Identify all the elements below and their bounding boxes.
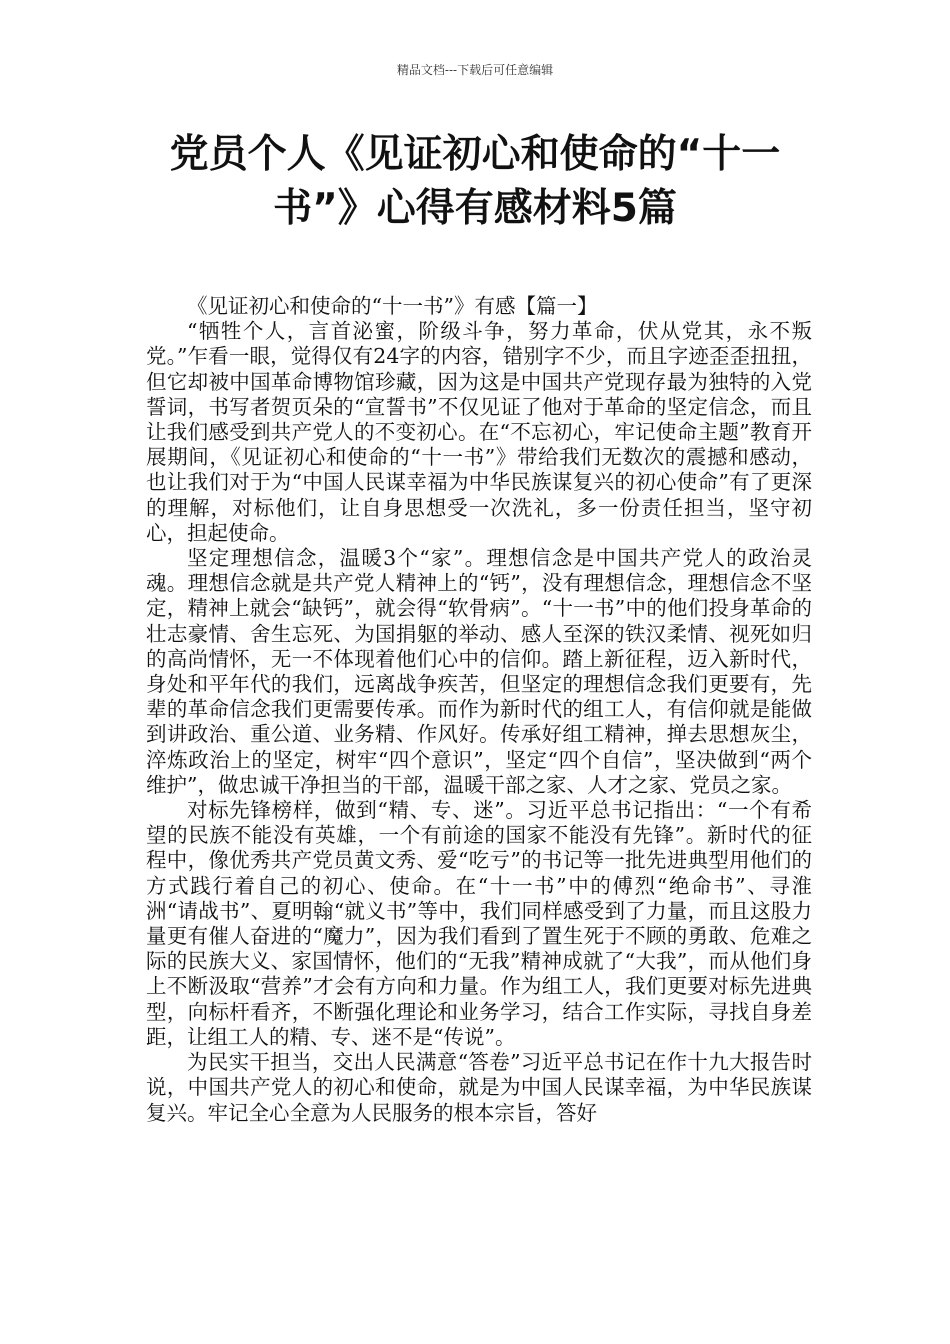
paragraph: 对标先锋榜样，做到“精、专、迷”。习近平总书记指出：“一个有希望的民族不能没有英雄，一个有前途的国家不能没有先锋”。新时代的征程中，像优秀共产党员黄文秀、爱“吃亏”的书记等一批先进典型用他们的方式践行着自己的初心、使命。在“十一书”中的傅烈“绝命书”、寻淮洲“请战书”、夏明翰“就义书”等中，我们同样感受到了力量，而且这股力量更有催人奋进的“魔力”，因为我们看到了置生死于不顾的勇敢、危难之际的民族大义、家国情怀，他们的“无我”精神成就了“大我”，而从他们身上不断汲取“营养”才会有方向和力量。作为组工人，我们更要对标先进典型，向标杆看齐，不断强化理论和业务学习，结合工作实际，寻找自身差距，让组工人的精、专、迷不是“传说”。 — [146, 798, 812, 1049]
title-line-2: 书”》心得有感材料5篇 — [273, 186, 677, 231]
paragraph: “牺牲个人，言首泌蜜，阶级斗争，努力革命，伏从党其，永不叛党。”乍看一眼，觉得仅有24字的内容，错别字不少，而且字迹歪歪扭扭，但它却被中国革命博物馆珍藏，因为这是中国共产党现存最为独特的入党誓词，书写者贺页朵的“宣誓书”不仅见证了他对于革命的坚定信念，而且让我们感受到共产党人的不变初心。在“不忘初心，牢记使命主题”教育开展期间，《见证初心和使命的“十一书”》带给我们无数次的震撼和感动，也让我们对于为“中国人民谋幸福为中华民族谋复兴的初心使命”有了更深的理解，对标他们，让自身思想受一次洗礼，多一份责任担当，坚守初心，担起使命。 — [146, 319, 812, 545]
document-title — [145, 128, 805, 236]
header-note: 精品文档---下载后可任意编辑 — [396, 63, 554, 77]
paragraph: 为民实干担当，交出人民满意“答卷”习近平总书记在作十九大报告时说，中国共产党人的初心和使命，就是为中国人民谋幸福，为中华民族谋复兴。牢记全心全意为人民服务的根本宗旨，答好 — [146, 1050, 812, 1125]
document-body — [146, 294, 812, 1126]
paragraph: 坚定理想信念，温暖3个“家”。理想信念是中国共产党人的政治灵魂。理想信念就是共产党人精神上的“钙”，没有理想信念，理想信念不坚定，精神上就会“缺钙”，就会得“软骨病”。“十一书”中的他们投身革命的壮志豪情、舍生忘死、为国捐躯的举动、感人至深的铁汉柔情、视死如归的高尚情怀，无一不体现着他们心中的信仰。踏上新征程，迈入新时代，身处和平年代的我们，远离战争疾苦，但坚定的理想信念我们更要有，先辈的革命信念我们更需要传承。而作为新时代的组工人，有信仰就是能做到讲政治、重公道、业务精、作风好。传承好组工精神，掸去思想灰尘，淬炼政治上的坚定，树牢“四个意识”，坚定“四个自信”，坚决做到“两个维护”，做忠诚干净担当的干部，温暖干部之家、人才之家、党员之家。 — [146, 546, 812, 797]
title-line-1: 党员个人《见证初心和使命的“十一 — [169, 132, 781, 177]
section-heading: 《见证初心和使命的“十一书”》有感【篇一】 — [187, 294, 598, 318]
